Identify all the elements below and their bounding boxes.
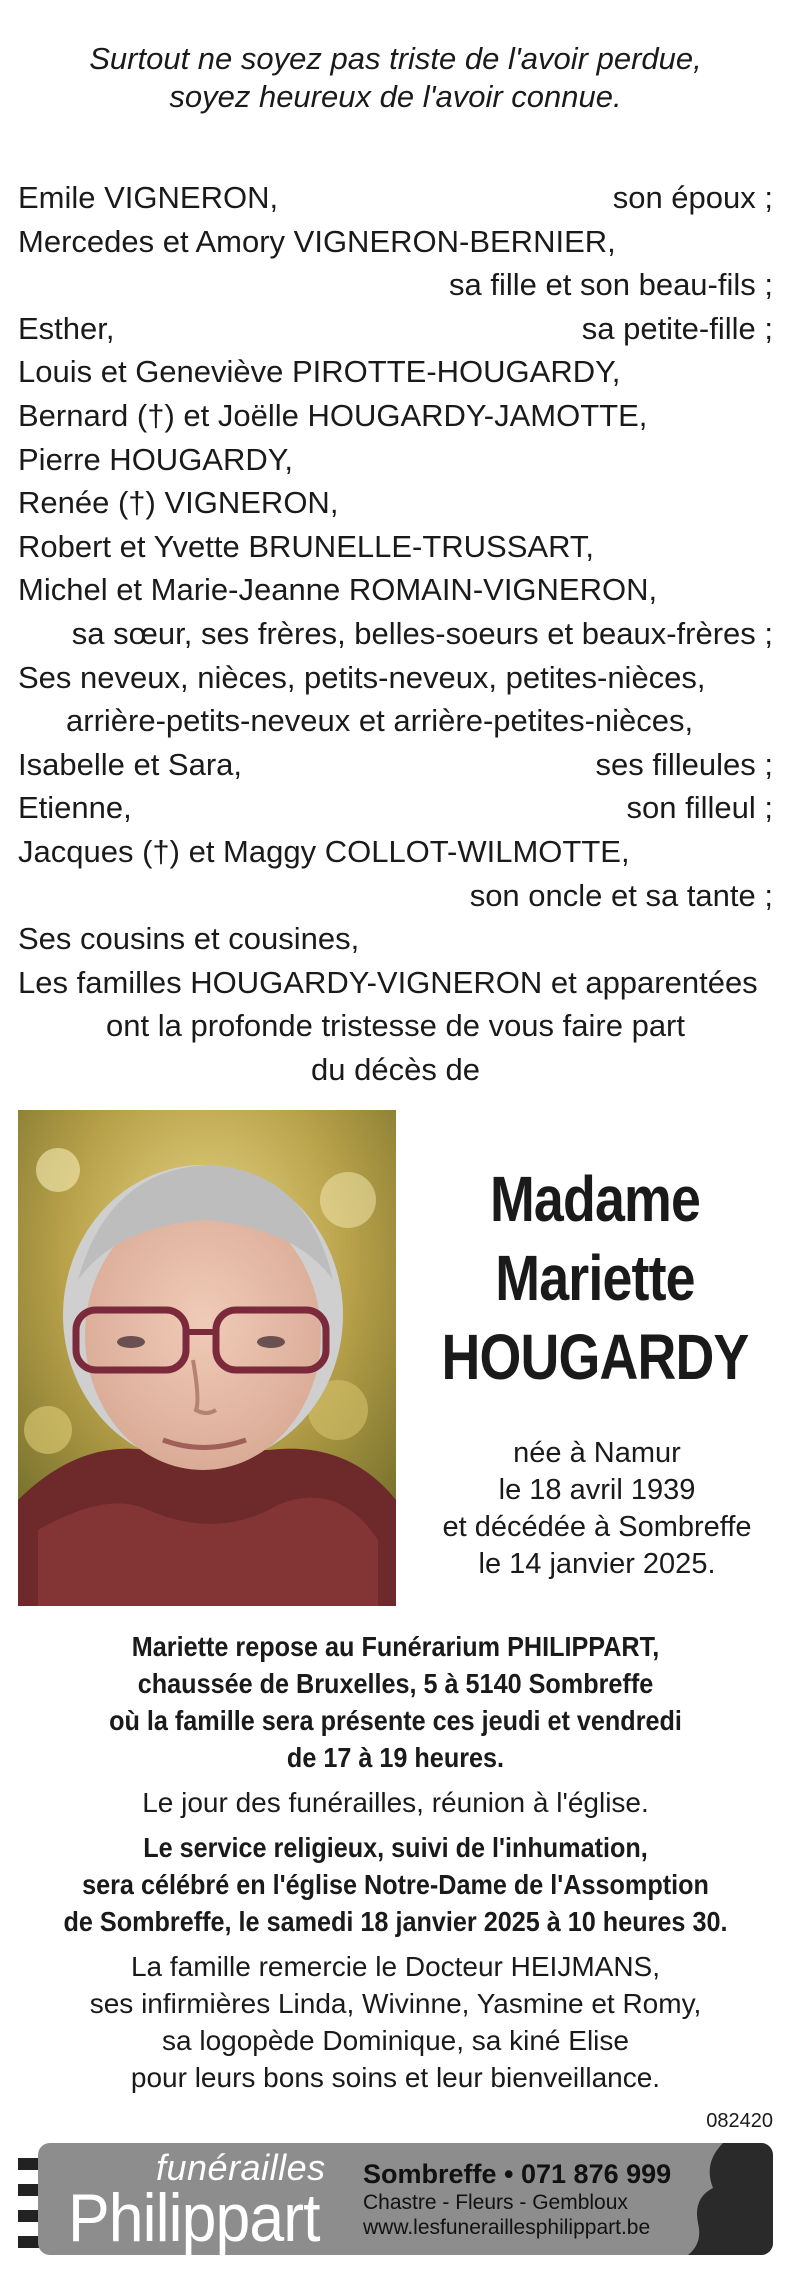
family-relation: sa petite-fille ; — [581, 310, 773, 346]
funerarium-line: chaussée de Bruxelles, 5 à 5140 Sombreffe — [137, 1668, 654, 1699]
thanks-line: sa logopède Dominique, sa kiné Elise — [162, 2025, 629, 2056]
family-row — [18, 786, 773, 830]
reference-number: 082420 — [706, 2110, 773, 2132]
death-place: et décédée à Sombreffe — [442, 1511, 752, 1543]
family-name: Isabelle et Sara, — [18, 746, 243, 782]
funerarium-line: Mariette repose au Funérarium PHILIPPART, — [131, 1631, 660, 1662]
deceased-name — [431, 1160, 759, 1397]
funerarium-line: de 17 à 19 heures. — [286, 1742, 505, 1773]
family-name: Bernard (†) et Joëlle HOUGARDY-JAMOTTE, — [18, 397, 648, 433]
family-name: Les familles HOUGARDY-VIGNERON et apparentées — [18, 964, 758, 1000]
family-name: Jacques (†) et Maggy COLLOT-WILMOTTE, — [18, 833, 630, 869]
family-name: Robert et Yvette BRUNELLE-TRUSSART, — [18, 528, 595, 564]
announcement-line: ont la profonde tristesse de vous faire part — [106, 1008, 685, 1044]
logo-subtitle: funérailles — [156, 2147, 326, 2188]
family-relation: sa sœur, ses frères, belles-soeurs et beaux-frères ; — [71, 615, 773, 651]
family-name: Pierre HOUGARDY, — [18, 441, 294, 477]
birth-death-info — [400, 1435, 790, 1583]
death-date: le 14 janvier 2025. — [478, 1548, 716, 1580]
separator: • — [496, 2159, 521, 2189]
portrait-photo — [18, 1110, 396, 1606]
funeral-home-banner — [38, 2143, 773, 2255]
family-row — [18, 176, 773, 220]
quote-line: soyez heureux de l'avoir connue. — [169, 79, 622, 114]
family-row — [18, 307, 773, 351]
family-relation: son filleul ; — [626, 790, 773, 826]
birth-place: née à Namur — [513, 1437, 681, 1469]
birth-date: le 18 avril 1939 — [498, 1474, 696, 1506]
thanks-line: pour leurs bons soins et leur bienveillance. — [130, 2062, 661, 2093]
announcement-line: du décès de — [311, 1051, 480, 1087]
family-relation: son oncle et sa tante ; — [469, 877, 773, 913]
family-list — [18, 176, 773, 1091]
service-line: Le service religieux, suivi de l'inhumation, — [143, 1832, 648, 1863]
thanks-line: ses infirmières Linda, Wivinne, Yasmine et Romy, — [89, 1988, 702, 2019]
family-name: arrière-petits-neveux et arrière-petites-nièces, — [66, 703, 694, 739]
family-name: Mercedes et Amory VIGNERON-BERNIER, — [18, 223, 616, 259]
family-name: Michel et Marie-Jeanne ROMAIN-VIGNERON, — [18, 572, 658, 608]
family-relation: ses filleules ; — [595, 746, 773, 782]
family-relation: sa fille et son beau-fils ; — [449, 267, 773, 303]
family-name: Louis et Geneviève PIROTTE-HOUGARDY, — [18, 354, 621, 390]
contact-website[interactable]: www.lesfuneraillesphilippart.be — [363, 2216, 651, 2239]
contact-city: Sombreffe — [363, 2159, 497, 2189]
family-name: Renée (†) VIGNERON, — [18, 485, 339, 521]
quote-line: Surtout ne soyez pas triste de l'avoir perdue, — [89, 41, 702, 76]
thanks-line: La famille remercie le Docteur HEIJMANS, — [130, 1951, 661, 1982]
family-relation: son époux ; — [612, 180, 773, 215]
funeral-info — [0, 1628, 791, 2096]
logo-wordmark: Philippart — [68, 2180, 320, 2255]
meeting-line: Le jour des funérailles, réunion à l'église. — [142, 1787, 649, 1818]
contact-locations: Chastre - Fleurs - Gembloux — [363, 2191, 628, 2214]
service-line: sera célébré en l'église Notre-Dame de l'Assomption — [82, 1869, 709, 1900]
family-row — [18, 743, 773, 787]
service-line: de Sombreffe, le samedi 18 janvier 2025 à 10 heures 30. — [63, 1906, 728, 1937]
deceased-last-name: HOUGARDY — [441, 1321, 749, 1393]
deceased-title: Madame — [489, 1163, 701, 1235]
silhouette-icon — [663, 2143, 773, 2255]
family-name: Esther, — [18, 310, 115, 346]
contact-phone[interactable]: 071 876 999 — [521, 2159, 672, 2189]
family-name: Emile VIGNERON, — [18, 180, 279, 215]
family-name: Ses cousins et cousines, — [18, 921, 360, 957]
family-name: Ses neveux, nièces, petits-neveux, petites-nièces, — [18, 659, 706, 695]
epigraph-quote — [0, 40, 791, 116]
funerarium-line: où la famille sera présente ces jeudi et vendredi — [109, 1705, 682, 1736]
deceased-first-name: Mariette — [495, 1242, 695, 1314]
family-name: Etienne, — [18, 790, 132, 826]
